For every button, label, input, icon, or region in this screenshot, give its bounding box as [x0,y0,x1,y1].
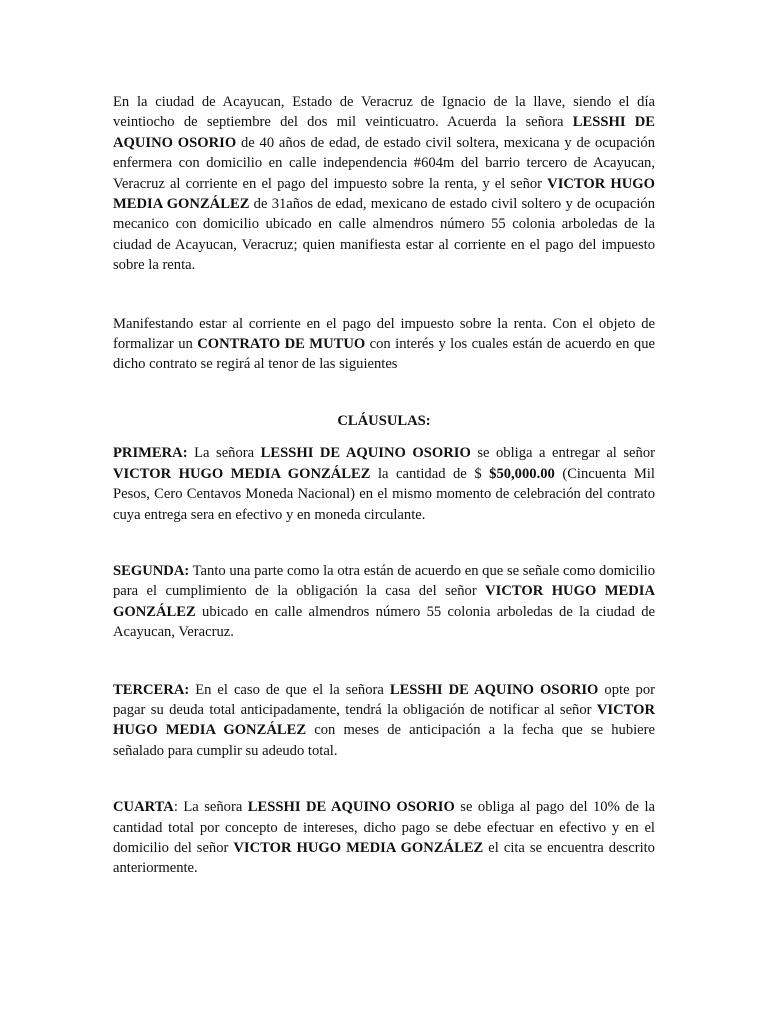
purpose-text-1: Manifestando estar al corriente en el pago del impuesto sobre la renta. Con el objeto de formalizar un [113,315,655,353]
clause-text: ubicado en calle almendros número 55 colonia arboledas de la ciudad de Acayucan, Veracruz. [113,603,655,641]
intro-paragraph [113,92,655,276]
document-page [113,92,655,879]
intro-text-1: En la ciudad de Acayucan, Estado de Veracruz de Ignacio de la llave, siendo el día veintiocho de septiembre del dos mil veinticuatro. Acuerda la señora [113,94,655,131]
clause-text: Tanto una parte como la otra están de acuerdo en que se señale como domicilio para el cumplimiento de la obligación la casa del señor [113,562,655,600]
loan-amount: $50,000.00 [489,465,555,482]
lender-name: LESSHI DE AQUINO OSORIO [113,114,655,151]
clause-primera [113,443,655,525]
clause-segunda [113,561,655,643]
clause-label: PRIMERA: [113,445,188,462]
lender-name: LESSHI DE AQUINO OSORIO [247,799,455,816]
clause-text: se obliga a entregar al señor [470,445,655,462]
clause-label: CUARTA [113,799,174,816]
borrower-name: VICTOR HUGO MEDIA GONZÁLEZ [233,839,484,856]
borrower-name: VICTOR HUGO MEDIA GONZÁLEZ [113,465,371,482]
clause-text: se obliga al pago del 10% de la cantidad total por concepto de intereses, dicho pago se debe efectuar en efectivo y en el domicilio del señor [113,799,656,856]
lender-name: LESSHI DE AQUINO OSORIO [389,681,599,698]
intro-text-3: de 31años de edad, mexicano de estado civil soltero y de ocupación mecanico con domicilio ubicado en calle almendros número 55 colonia arboledas de la ciudad de Acayucan, Veracruz; quien manifiesta estar al corriente en el pago del impuesto sobre la renta. [113,196,656,274]
purpose-paragraph [113,314,655,375]
clause-text: opte por pagar su deuda total anticipadamente, tendrá la obligación de notificar al señor [113,681,655,718]
borrower-name: VICTOR HUGO MEDIA GONZÁLEZ [113,175,655,213]
borrower-name: VICTOR HUGO MEDIA GONZÁLEZ [113,583,656,620]
clause-label: SEGUNDA: [113,562,190,579]
clause-label: TERCERA: [113,681,190,698]
clause-text: el cita se encuentra descrito anteriormente. [113,839,655,877]
lender-name: LESSHI DE AQUINO OSORIO [260,445,471,462]
contract-type: CONTRATO DE MUTUO [197,336,366,353]
clause-tercera [113,680,655,762]
borrower-name: VICTOR HUGO MEDIA GONZÁLEZ [113,701,655,739]
clauses-heading: CLÁUSULAS: [337,412,431,429]
intro-text-2: de 40 años de edad, de estado civil soltera, mexicana y de ocupación enfermera con domicilio en calle independencia #604m del barrio tercero de Acayucan, Veracruz al corriente en el pago del impuesto sobre la renta, y el señor [113,134,656,192]
clause-cuarta [113,797,655,879]
clause-text: : La señora [173,799,248,816]
clause-text: La señora [187,445,261,462]
purpose-text-2: con interés y los cuales están de acuerdo en que dicho contrato se regirá al tenor de las siguientes [113,336,655,373]
clause-text: (Cincuenta Mil Pesos, Cero Centavos Moneda Nacional) en el mismo momento de celebración del contrato cuya entrega sera en efectivo y en moneda circulante. [113,465,655,523]
clause-text: En el caso de que el la señora [189,681,390,698]
clause-text: la cantidad de $ [370,465,490,482]
clause-text: con meses de anticipación a la fecha que se hubiere señalado para cumplir su adeudo total. [113,722,655,759]
